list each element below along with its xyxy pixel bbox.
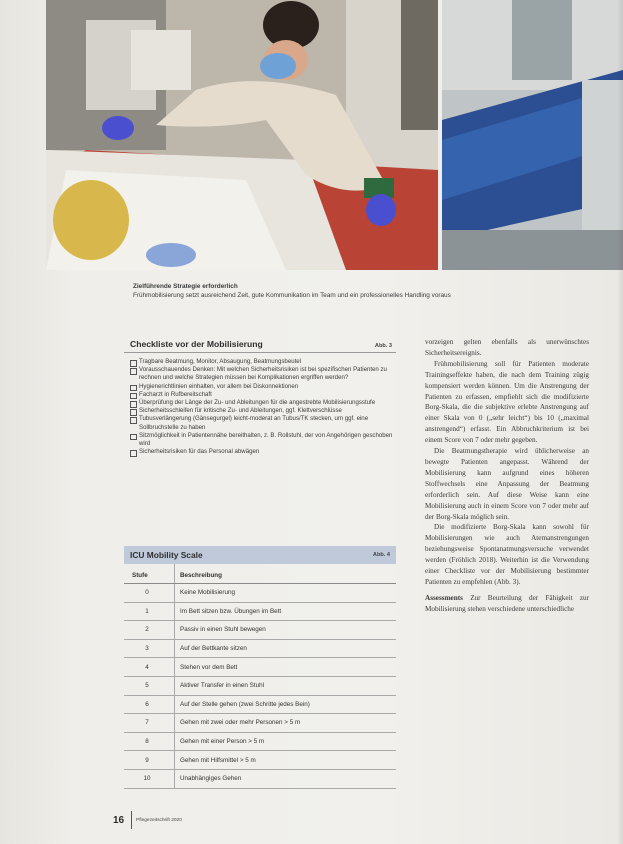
icu-mobility-scale (124, 546, 396, 789)
beschreibung-cell: Stehen vor dem Bett (175, 658, 397, 677)
icu-figure-label: Abb. 4 (372, 552, 390, 558)
photo-patient-bed-image (442, 0, 623, 270)
caption-text: Frühmobilisierung setzt ausreichend Zeit, gute Kommunikation im Team und ein professionelles Handling voraus (133, 291, 451, 299)
beschreibung-cell: Auf der Stelle gehen (zwei Schritte jedes Bein) (175, 695, 397, 714)
checklist-item: Sitzmöglichkeit in Patientennähe bereithalten, z. B. Rollstuhl, der von Angehörigen geschoben wird (130, 432, 396, 448)
table-row (124, 639, 396, 658)
checkbox-icon (130, 417, 137, 424)
beschreibung-cell: Aktiver Transfer in einen Stuhl (175, 676, 397, 695)
body-paragraph: Die modifizierte Borg-Skala kann sowohl für Mobilisierungen wie auch Atemanstrengungen beziehungsweise Spontanatmungsversuche verwendet werden (Fröhlich 2018). Weiterhin ist die Verwendung einer Checkliste vor der Mobilisierung bestimmter Patienten zu empfehlen (Abb. 3). (425, 523, 589, 586)
checklist-title: Checkliste vor der Mobilisierung (130, 339, 263, 349)
beschreibung-cell: Gehen mit zwei oder mehr Personen > 5 m (175, 714, 397, 733)
table-row (124, 621, 396, 640)
checklist-list (124, 358, 396, 456)
icu-table (124, 564, 396, 789)
table-row (124, 676, 396, 695)
page-number: 16 (113, 815, 125, 826)
icu-table-header-row (124, 564, 396, 584)
table-row (124, 695, 396, 714)
table-row (124, 732, 396, 751)
body-paragraph-assessments (425, 593, 589, 615)
table-row (124, 602, 396, 621)
stufe-cell: 3 (124, 639, 175, 658)
stufe-cell: 9 (124, 751, 175, 770)
stufe-cell: 5 (124, 676, 175, 695)
page-edge-shadow (617, 0, 623, 844)
table-row (124, 584, 396, 603)
icu-header (124, 546, 396, 564)
assessments-text: Zur Beurteilung der Fähigkeit zur Mobilisierung stehen verschiedene unterschiedliche (425, 593, 589, 613)
stufe-cell: 8 (124, 732, 175, 751)
checklist-item: Tubusverlängerung (Gänsegurgel) leicht-moderat an Tubus/TK stecken, um ggf. eine Sollbruchstelle zu haben (130, 415, 396, 431)
column-header-beschreibung: Beschreibung (175, 564, 397, 584)
checklist-box (124, 337, 396, 456)
stufe-cell: 2 (124, 621, 175, 640)
body-paragraph: Frühmobilisierung soll für Patienten moderate Trainingseffekte haben, die nach dem Training zügig kompensiert werden können. Um die Anstrengung der Patienten zu erfassen, empfiehlt sich die modifizierte Borg-Skala, die die subjektive erlebte Anstrengung auf einer Skala von 0 („sehr leicht“) bis 10 („maximal anstrengend“) erfasst. Ein Abbruchkriterium ist bei einem Score von 7 oder mehr gegeben. (425, 359, 589, 445)
checklist-item: Sicherheitsschleifen für kritische Zu- und Ableitungen, ggf. Klettverschlüsse (130, 407, 396, 415)
checklist-item: Hygienerichtlinien einhalten, vor allem bei Diskonnektionen (130, 383, 396, 391)
beschreibung-cell: Passiv in einen Stuhl bewegen (175, 621, 397, 640)
table-row (124, 751, 396, 770)
beschreibung-cell: Im Bett sitzen bzw. Übungen im Bett (175, 602, 397, 621)
stufe-cell: 4 (124, 658, 175, 677)
stufe-cell: 1 (124, 602, 175, 621)
table-row (124, 658, 396, 677)
beschreibung-cell: Keine Mobilisierung (175, 584, 397, 603)
checklist-figure-label: Abb. 3 (374, 343, 392, 349)
checkbox-icon (130, 450, 137, 457)
photo-nurse-icu-image (46, 0, 438, 270)
photo-caption (133, 283, 573, 300)
icu-title: ICU Mobility Scale (130, 550, 203, 560)
assessments-lead: Assessments (425, 593, 463, 602)
table-row (124, 714, 396, 733)
checkbox-icon (130, 368, 137, 375)
beschreibung-cell: Auf der Bettkante sitzen (175, 639, 397, 658)
beschreibung-cell: Gehen mit Hilfsmittel > 5 m (175, 751, 397, 770)
stufe-cell: 7 (124, 714, 175, 733)
checklist-item: Sicherheitsrisiken für das Personal abwägen (130, 448, 396, 456)
checklist-item: Überprüfung der Länge der Zu- und Ableitungen für die angestrebte Mobilisierungsstufe (130, 399, 396, 407)
body-text-column (425, 337, 589, 615)
beschreibung-cell: Gehen mit einer Person > 5 m (175, 732, 397, 751)
checklist-item: Vorausschauendes Denken: Mit welchen Sicherheitsrisiken ist bei spezifischen Patienten zu rechnen und welche Strategien müssen bei Komplikationen ergriffen werden? (130, 366, 396, 382)
body-paragraph: vorzeigen gelten ebenfalls als unerwünschtes Sicherheitsereignis. (425, 338, 589, 357)
stufe-cell: 6 (124, 695, 175, 714)
column-header-stufe: Stufe (124, 564, 175, 584)
stufe-cell: 0 (124, 584, 175, 603)
checklist-item: Facharzt in Rufbereitschaft (130, 391, 396, 399)
stufe-cell: 10 (124, 769, 175, 788)
checklist-header (124, 337, 396, 353)
caption-title: Zielführende Strategie erforderlich (133, 283, 238, 290)
checkbox-icon (130, 434, 137, 441)
checklist-item: Tragbare Beatmung, Monitor, Absaugung, Beatmungsbeutel (130, 358, 396, 366)
photo-nurse-icu (46, 0, 438, 270)
beschreibung-cell: Unabhängiges Gehen (175, 769, 397, 788)
journal-name: Pflegezeitschrift 2020 (136, 818, 182, 823)
body-paragraph: Die Beatmungstherapie wird üblicherweise an bewegte Patienten angepasst. Während der Mobilisierung kann aufgrund eines höheren Stoffwechsels eine Anpassung der Beatmung erforderlich sein. Auf diese Weise kann eine Mobilisierung auch in einem Score von 7 oder mehr auf der Borg-Skala möglich sein. (425, 447, 589, 521)
footer-divider (131, 811, 132, 829)
photo-patient-bed (442, 0, 623, 270)
table-row (124, 769, 396, 788)
